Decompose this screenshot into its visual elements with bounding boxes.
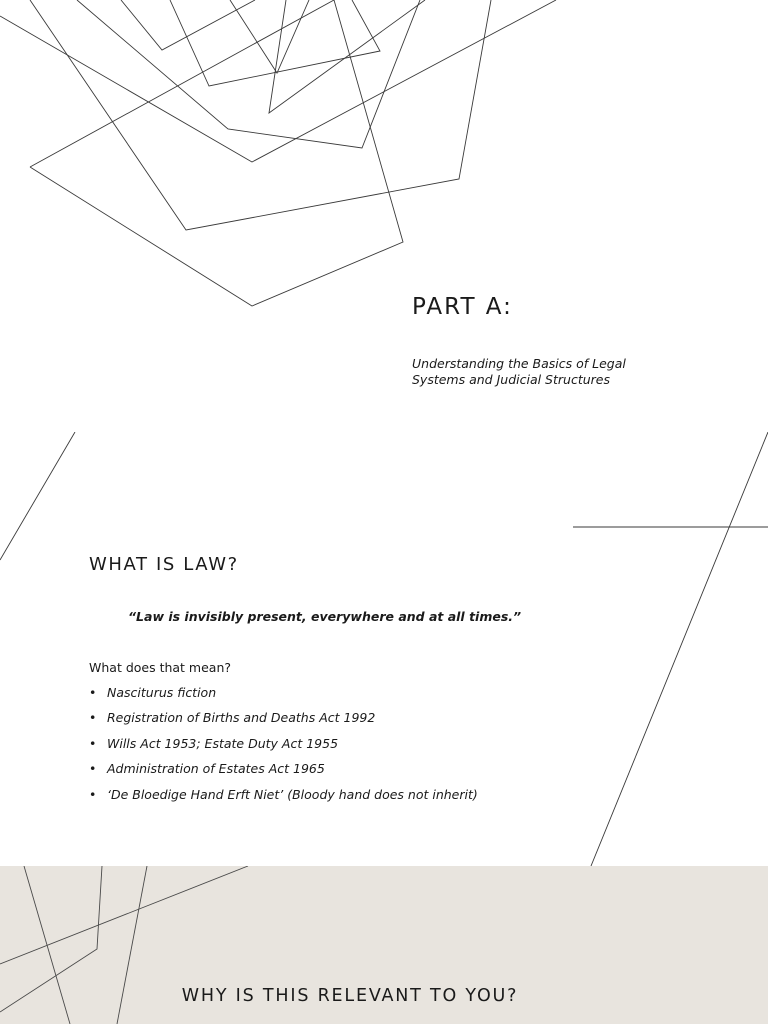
slide-part-a <box>0 0 768 432</box>
bullet-icon: • <box>89 685 97 700</box>
list-item <box>89 709 478 734</box>
list-item-text: Registration of Births and Deaths Act 1992 <box>107 710 376 726</box>
deco-line <box>77 0 420 148</box>
bullet-icon: • <box>89 710 97 726</box>
list-item <box>89 760 478 785</box>
deco-line <box>591 432 768 866</box>
deco-line <box>0 432 75 560</box>
deco-line <box>230 0 309 73</box>
bullet-list <box>89 684 478 811</box>
question-text: What does that mean? <box>89 660 232 675</box>
bullet-icon: • <box>89 735 97 751</box>
list-item-text: ‘De Bloedige Hand Erft Niet’ (Bloody hand does not inherit) <box>107 786 478 802</box>
bullet-icon: • <box>89 786 97 802</box>
slide-why-relevant <box>0 866 768 1024</box>
section-heading: WHAT IS LAW? <box>89 554 239 575</box>
deco-line <box>0 866 248 964</box>
part-title: PART A: <box>412 294 513 320</box>
section-heading: WHY IS THIS RELEVANT TO YOU? <box>181 986 519 1006</box>
list-item <box>89 786 478 811</box>
deco-line <box>30 0 403 306</box>
law-quote: “Law is invisibly present, everywhere and at all times.” <box>128 609 522 624</box>
list-item <box>89 684 478 709</box>
deco-line <box>269 0 425 113</box>
list-item <box>89 735 478 760</box>
list-item-text: Wills Act 1953; Estate Duty Act 1955 <box>107 735 339 751</box>
list-item-text: Nasciturus fiction <box>107 685 217 700</box>
part-subtitle: Understanding the Basics of Legal Systems and Judicial Structures <box>412 356 626 387</box>
list-item-text: Administration of Estates Act 1965 <box>107 761 325 777</box>
slide-what-is-law <box>0 432 768 866</box>
bullet-icon: • <box>89 761 97 777</box>
deco-line <box>30 0 491 230</box>
